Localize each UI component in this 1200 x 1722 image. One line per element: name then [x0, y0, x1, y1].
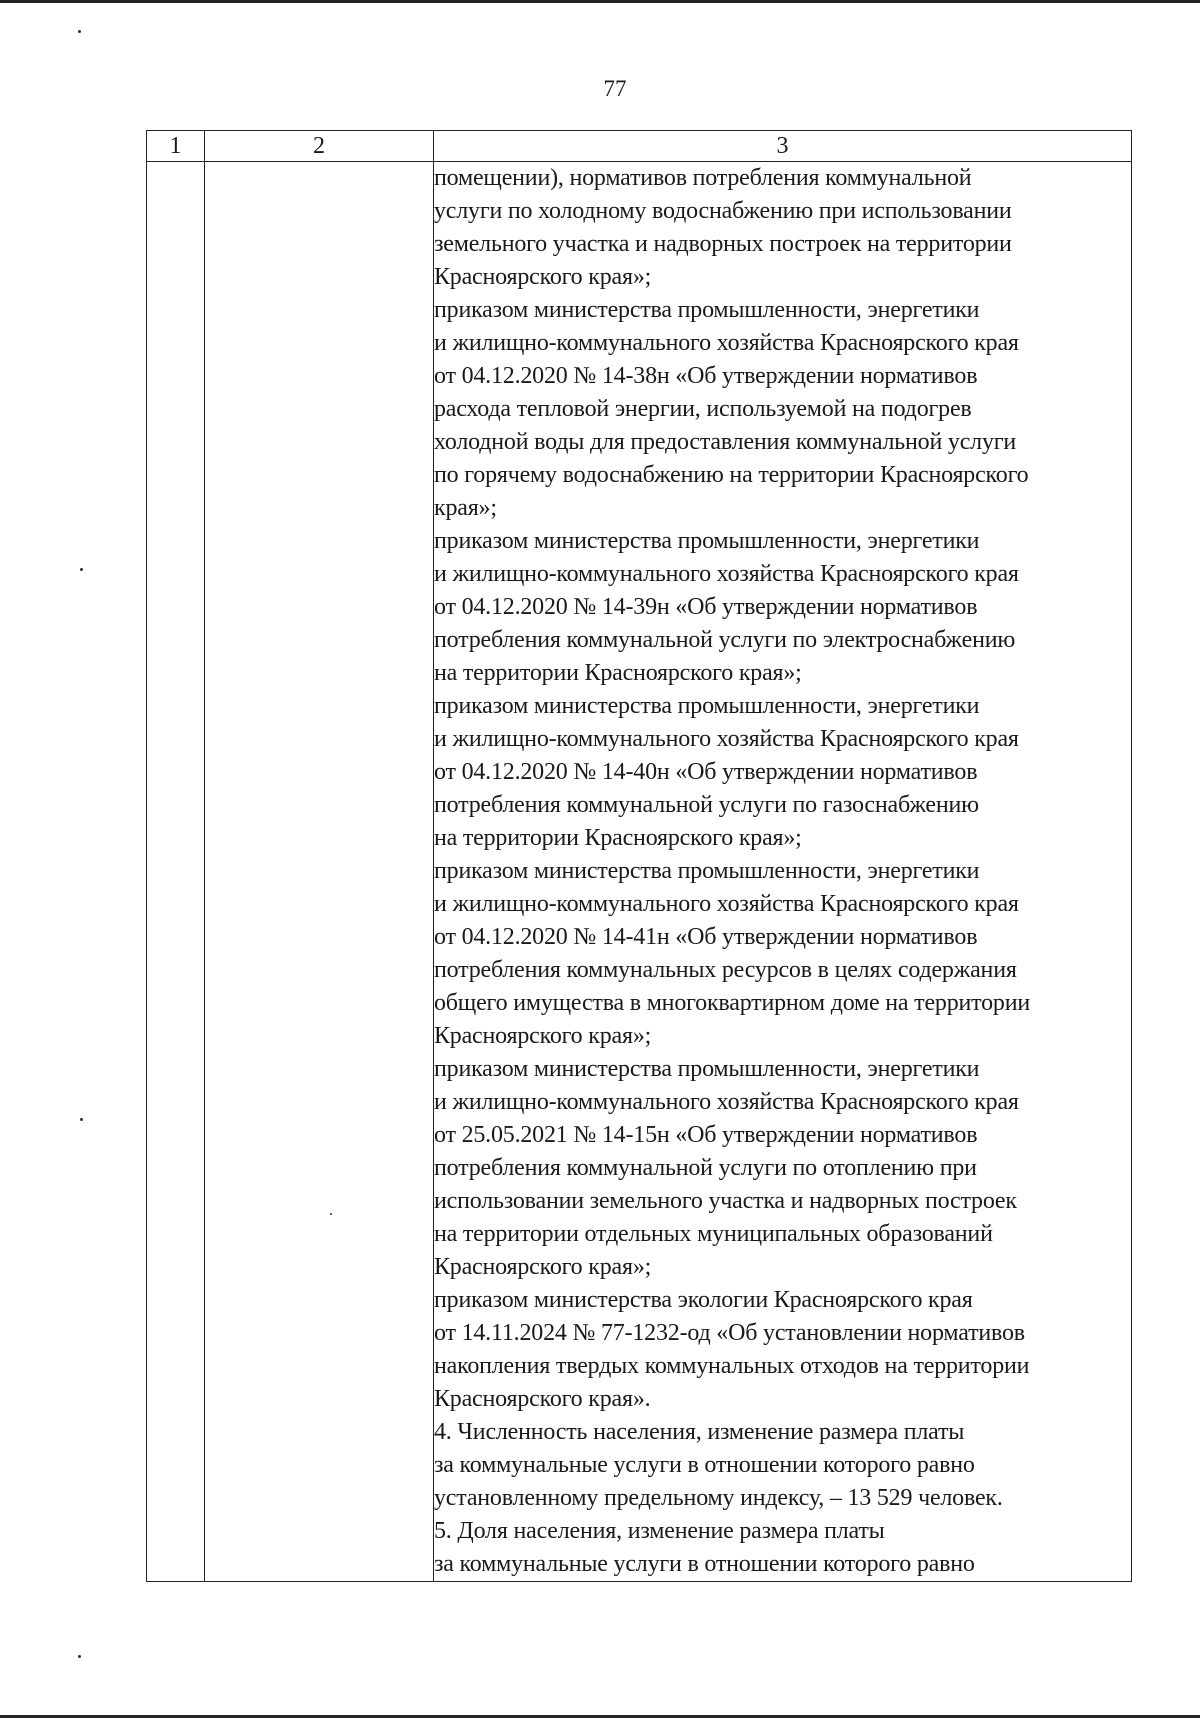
text-line: по горячему водоснабжению на территории Красноярского	[434, 462, 1029, 488]
scan-speck	[80, 1118, 83, 1121]
top-scan-border	[0, 0, 1200, 3]
text-line: 5. Доля населения, изменение размера платы	[434, 1518, 885, 1544]
text-line: 4. Численность населения, изменение размера платы	[434, 1419, 965, 1445]
table-row	[147, 162, 1132, 1582]
text-line: на территории Красноярского края»;	[434, 660, 802, 686]
text-line: помещении), нормативов потребления коммунальной	[434, 165, 972, 191]
text-line: от 14.11.2024 № 77-1232-од «Об установлении нормативов	[434, 1320, 1025, 1346]
column-header-3: 3	[434, 131, 1132, 162]
column-header-1: 1	[147, 131, 205, 162]
column-header-2: 2	[205, 131, 434, 162]
text-line: и жилищно-коммунального хозяйства Красноярского края	[434, 330, 1019, 356]
text-line: за коммунальные услуги в отношении которого равно	[434, 1551, 975, 1577]
text-line: Красноярского края»;	[434, 1254, 652, 1280]
text-line: Красноярского края»;	[434, 1023, 652, 1049]
text-line: на территории отдельных муниципальных образований	[434, 1221, 993, 1247]
text-line: потребления коммунальной услуги по отоплению при	[434, 1155, 977, 1181]
text-line: общего имущества в многоквартирном доме на территории	[434, 990, 1031, 1016]
scan-speck	[78, 30, 81, 33]
text-line: и жилищно-коммунального хозяйства Красноярского края	[434, 726, 1019, 752]
text-line: приказом министерства промышленности, энергетики	[434, 858, 980, 884]
text-line: потребления коммунальных ресурсов в целях содержания	[434, 957, 1017, 983]
text-line: услуги по холодному водоснабжению при использовании	[434, 198, 1012, 224]
text-line: земельного участка и надворных построек на территории	[434, 231, 1012, 257]
text-line: использовании земельного участка и надворных построек	[434, 1188, 1017, 1214]
scan-speck	[80, 568, 83, 571]
text-line: накопления твердых коммунальных отходов на территории	[434, 1353, 1030, 1379]
scan-speck	[330, 1213, 332, 1215]
text-line: и жилищно-коммунального хозяйства Красноярского края	[434, 561, 1019, 587]
text-line: и жилищно-коммунального хозяйства Красноярского края	[434, 891, 1019, 917]
text-line: Красноярского края»;	[434, 264, 652, 290]
text-line: от 04.12.2020 № 14-41н «Об утверждении нормативов	[434, 924, 978, 950]
text-line: за коммунальные услуги в отношении которого равно	[434, 1452, 975, 1478]
text-line: холодной воды для предоставления коммунальной услуги	[434, 429, 1017, 455]
text-line: края»;	[434, 495, 497, 521]
bottom-scan-border	[0, 1715, 1200, 1718]
document-table	[146, 130, 1132, 1582]
cell-column-2	[205, 162, 434, 1582]
scan-speck	[78, 1655, 81, 1658]
text-line: от 25.05.2021 № 14-15н «Об утверждении нормативов	[434, 1122, 978, 1148]
text-line: Красноярского края».	[434, 1386, 651, 1412]
text-line: приказом министерства промышленности, энергетики	[434, 1056, 980, 1082]
text-line: потребления коммунальной услуги по электроснабжению	[434, 627, 1016, 653]
text-line: приказом министерства промышленности, энергетики	[434, 693, 980, 719]
text-line: и жилищно-коммунального хозяйства Красноярского края	[434, 1089, 1019, 1115]
text-line: расхода тепловой энергии, используемой на подогрев	[434, 396, 972, 422]
text-line: приказом министерства экологии Красноярского края	[434, 1287, 973, 1313]
text-line: приказом министерства промышленности, энергетики	[434, 528, 980, 554]
text-line: от 04.12.2020 № 14-39н «Об утверждении нормативов	[434, 594, 978, 620]
cell-column-3-text	[434, 162, 1132, 1582]
text-line: от 04.12.2020 № 14-40н «Об утверждении нормативов	[434, 759, 978, 785]
text-line: от 04.12.2020 № 14-38н «Об утверждении нормативов	[434, 363, 978, 389]
page-number: 77	[603, 76, 627, 101]
text-line: на территории Красноярского края»;	[434, 825, 802, 851]
text-line: установленному предельному индексу, – 13 529 человек.	[434, 1485, 1003, 1511]
cell-column-1	[147, 162, 205, 1582]
text-line: приказом министерства промышленности, энергетики	[434, 297, 980, 323]
text-line: потребления коммунальной услуги по газоснабжению	[434, 792, 979, 818]
table-header-row	[147, 131, 1132, 162]
